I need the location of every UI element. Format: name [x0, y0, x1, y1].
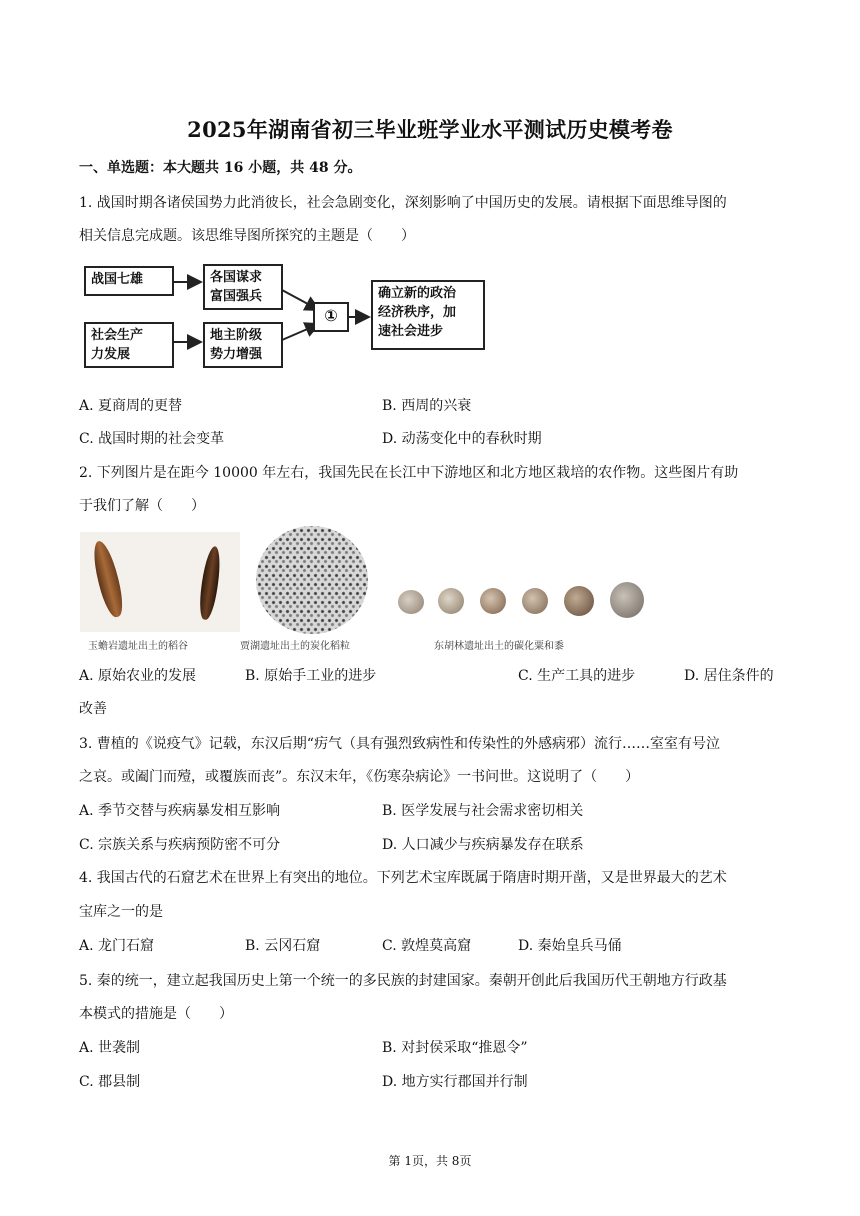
q4-option-c[interactable]: C. 敦煌莫高窟 [382, 938, 472, 954]
q1-stem-line2: 相关信息完成题。该思维导图所探究的主题是（ ） [79, 228, 415, 244]
map-box-production-line2: 力发展 [91, 347, 131, 362]
map-box-production-line1: 社会生产 [91, 328, 144, 343]
q5-stem-line2: 本模式的措施是（ ） [79, 1006, 233, 1022]
map-box-blank-1: ① [313, 302, 349, 332]
map-box-seven-states: 战国七雄 [84, 266, 174, 296]
q2-stem-line1: 2. 下列图片是在距今 10000 年左右，我国先民在长江中下游地区和北方地区栽培的农作物。这些图片有助 [79, 465, 739, 481]
map-box-result-line3: 速社会进步 [378, 324, 444, 339]
map-box-pursue-power-line1: 各国谋求 [210, 270, 263, 285]
map-box-landlord [203, 322, 283, 368]
map-box-landlord-line2: 势力增强 [210, 347, 263, 362]
q5-option-b[interactable]: B. 对封侯采取“推恩令” [382, 1040, 528, 1056]
q1-stem-line1: 1. 战国时期各诸侯国势力此消彼长，社会急剧变化，深刻影响了中国历史的发展。请根据下面思维导图的 [79, 195, 727, 211]
q2-stem-line2: 于我们了解（ ） [79, 498, 205, 514]
q2-option-a[interactable]: A. 原始农业的发展 [79, 668, 197, 684]
rice-grain-image [80, 532, 240, 632]
q3-option-d[interactable]: D. 人口减少与疾病暴发存在联系 [382, 837, 584, 853]
q3-stem-line2: 之哀。或阖门而殪，或覆族而丧”。东汉末年，《伤寒杂病论》一书问世。这说明了（ ） [79, 769, 640, 785]
q5-stem-line1: 5. 秦的统一，建立起我国历史上第一个统一的多民族的封建国家。秦朝开创此后我国历代王朝地方行政基 [79, 973, 727, 989]
q3-option-b[interactable]: B. 医学发展与社会需求密切相关 [382, 803, 584, 819]
page-footer: 第 1页，共 8页 [388, 1154, 472, 1168]
q4-option-a[interactable]: A. 龙门石窟 [79, 938, 155, 954]
mind-map [79, 262, 489, 372]
q1-option-a[interactable]: A. 夏商周的更替 [79, 398, 183, 414]
q1-option-c[interactable]: C. 战国时期的社会变革 [79, 431, 225, 447]
map-box-production [84, 322, 174, 368]
q2-option-d-continued: 改善 [79, 701, 107, 717]
caption-millet: 东胡林遗址出土的碳化粟和黍 [434, 641, 564, 652]
caption-rice: 玉蟾岩遗址出土的稻谷 [88, 641, 188, 652]
map-box-pursue-power [203, 264, 283, 310]
q4-stem-line2: 宝库之一的是 [79, 904, 163, 920]
q4-option-b[interactable]: B. 云冈石窟 [245, 938, 321, 954]
map-box-result-line2: 经济秩序，加 [378, 305, 457, 320]
q4-stem-line1: 4. 我国古代的石窟艺术在世界上有突出的地位。下列艺术宝库既属于隋唐时期开凿，又是世界最大的艺术 [79, 870, 727, 886]
q2-option-c[interactable]: C. 生产工具的进步 [518, 668, 636, 684]
carbonized-rice-image [256, 526, 368, 634]
map-box-landlord-line1: 地主阶级 [210, 328, 263, 343]
q3-option-c[interactable]: C. 宗族关系与疾病预防密不可分 [79, 837, 281, 853]
page-title: 2025年湖南省初三毕业班学业水平测试历史模考卷 [187, 117, 673, 142]
q3-option-a[interactable]: A. 季节交替与疾病暴发相互影响 [79, 803, 281, 819]
q1-option-d[interactable]: D. 动荡变化中的春秋时期 [382, 431, 542, 447]
q2-option-d[interactable]: D. 居住条件的 [684, 668, 774, 684]
q3-stem-line1: 3. 曹植的《说疫气》记载，东汉后期“疠气（具有强烈致病性和传染性的外感病邪）流行……室室有号泣 [79, 736, 720, 752]
q2-option-b[interactable]: B. 原始手工业的进步 [245, 668, 377, 684]
map-box-pursue-power-line2: 富国强兵 [210, 289, 263, 304]
q5-option-d[interactable]: D. 地方实行郡国并行制 [382, 1074, 528, 1090]
q4-option-d[interactable]: D. 秦始皇兵马俑 [518, 938, 622, 954]
section-heading: 一、单选题：本大题共 16 小题，共 48 分。 [79, 160, 362, 176]
q5-option-a[interactable]: A. 世袭制 [79, 1040, 141, 1056]
q5-option-c[interactable]: C. 郡县制 [79, 1074, 141, 1090]
millet-image [392, 578, 652, 628]
caption-carbonized-rice: 贾湖遗址出土的炭化稻粒 [240, 641, 350, 652]
map-box-result-line1: 确立新的政治 [378, 286, 457, 301]
map-box-result [371, 280, 485, 350]
q1-option-b[interactable]: B. 西周的兴衰 [382, 398, 472, 414]
